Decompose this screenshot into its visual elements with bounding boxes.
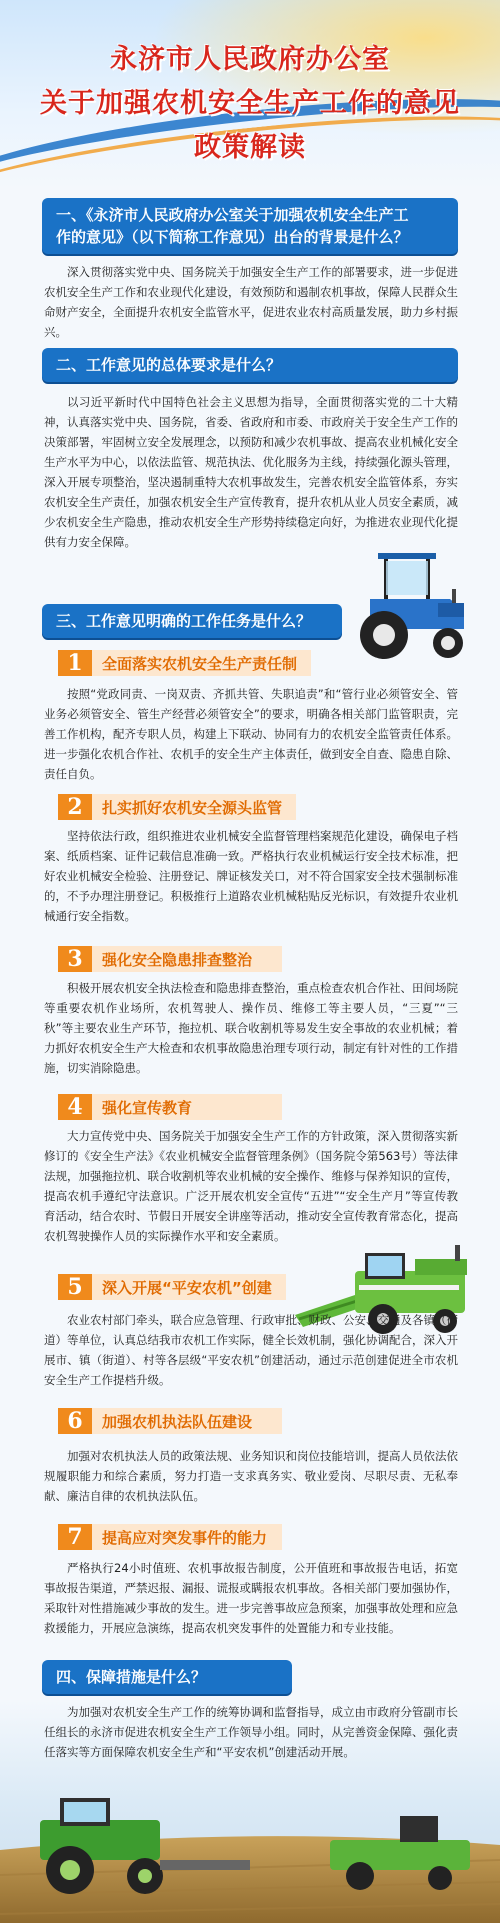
title-line-2: 关于加强农机安全生产工作的意见 xyxy=(40,88,460,119)
task-item-7-heading xyxy=(58,1524,282,1550)
task-item-1-number: 1 xyxy=(58,650,92,676)
task-item-6-number: 6 xyxy=(58,1408,92,1434)
task-item-3-title: 强化安全隐患排查整治 xyxy=(92,946,282,972)
task-item-3-body: 积极开展农机安全执法检查和隐患排查整治，重点检查农机合作社、田间场院等重要农机作业场所，农机驾驶人、操作员、维修工等主要人员，“三夏”“三秋”等主要农业生产环节，拖拉机、联合收割机等易发生安全事故的农业机械；着力抓好农机安全生产大检查和农机事故隐患治理专项行动，制定有针对性的工作措施，切实消除隐患。 xyxy=(44,981,458,1075)
task-item-1-body: 按照“党政同责、一岗双责、齐抓共管、失职追责”和“管行业必须管安全、管业务必须管安全、管生产经营必须管安全”的要求，明确各相关部门监管职责，完善工作机构，配齐专职人员，构建上下联动、协同有力的农机安全监管责任体系。进一步强化农机合作社、农机手的安全生产主体责任，做到安全自查、隐患自除、责任自负。 xyxy=(44,687,458,781)
task-item-7-body: 严格执行24小时值班、农机事故报告制度，公开值班和事故报告电话，拓宽事故报告渠道，严禁迟报、漏报、谎报或瞒报农机事故。各相关部门要加强协作，采取针对性措施减少事故的发生。进一步完善事故应急预案，加强事故处理和应急救援能力，开展应急演练，提高农机突发事件的处置能力和专业技能。 xyxy=(44,1561,458,1635)
task-item-4-title: 强化宣传教育 xyxy=(92,1094,282,1120)
section-4-body: 为加强对农机安全生产工作的统筹协调和监督指导，成立由市政府分管副市长任组长的永济市促进农机安全生产工作领导小组。同时，从完善资金保障、强化责任落实等方面保障农机安全生产和“平安农机”创建活动开展。 xyxy=(44,1705,458,1759)
task-item-2-title: 扎实抓好农机安全源头监管 xyxy=(92,794,296,820)
task-item-4-heading xyxy=(58,1094,282,1120)
task-item-3-heading xyxy=(58,946,282,972)
poster-title xyxy=(0,38,500,170)
section-4-heading: 四、保障措施是什么？ xyxy=(42,1660,292,1694)
tractor-illustration xyxy=(340,545,480,665)
task-item-3-number: 3 xyxy=(58,946,92,972)
task-item-5-number: 5 xyxy=(58,1274,92,1300)
task-item-2-number: 2 xyxy=(58,794,92,820)
task-item-2-heading xyxy=(58,794,296,820)
section-1-heading-line-2: 作的意见》（以下简称工作意见）出台的背景是什么？ xyxy=(56,228,409,246)
section-2-heading: 二、工作意见的总体要求是什么？ xyxy=(42,348,458,382)
section-2-body: 以习近平新时代中国特色社会主义思想为指导，全面贯彻落实党的二十大精神，认真落实党中央、国务院，省委、省政府和市委、市政府关于安全生产工作的决策部署，牢固树立安全发展理念，以预防和减少农机事故、提高农业机械化安全生产水平为中心，以依法监管、规范执法、优化服务为主线，持续强化源头管理，深入开展专项整治，坚决遏制重特大农机事故发生，完善农机安全监管体系，夯实农机安全生产责任，加强农机安全生产宣传教育，提升农机从业人员安全素质，减少农机安全生产隐患，推动农机安全生产形势持续稳定向好，为推进农业现代化提供有力安全保障。 xyxy=(44,395,458,549)
task-item-1-heading xyxy=(58,650,311,676)
section-1-body: 深入贯彻落实党中央、国务院关于加强安全生产工作的部署要求，进一步促进农机安全生产工作和农业现代化建设，有效预防和遏制农机事故，保障人民群众生命财产安全，全面提升农机安全监管水平，促进农业农村高质量发展，助力乡村振兴。 xyxy=(44,265,458,339)
task-item-7-title: 提高应对突发事件的能力 xyxy=(92,1524,282,1550)
header-banner xyxy=(0,0,500,190)
task-item-7-number: 7 xyxy=(58,1524,92,1550)
task-item-5-title: 深入开展“平安农机”创建 xyxy=(92,1274,286,1300)
task-item-6-body: 加强对农机执法人员的政策法规、业务知识和岗位技能培训，提高人员依法依规履职能力和综合素质，努力打造一支求真务实、敬业爱岗、尽职尽责、无私奉献、廉洁自律的农机执法队伍。 xyxy=(44,1449,458,1503)
task-item-6-title: 加强农机执法队伍建设 xyxy=(92,1408,282,1434)
section-1-heading xyxy=(42,198,458,254)
task-item-5-heading xyxy=(58,1274,286,1300)
task-item-4-number: 4 xyxy=(58,1094,92,1120)
section-1-heading-line-1: 一、《永济市人民政府办公室关于加强农机安全生产工 xyxy=(56,206,409,224)
task-item-5-body: 农业农村部门牵头，联合应急管理、行政审批、财政、公安、交通及各镇（街道）等单位，认真总结我市农机工作实际，健全长效机制，强化协调配合，深入开展市、镇（街道）、村等各层级“平安农机”创建活动，通过示范创建促进全市农机安全生产工作提档升级。 xyxy=(44,1313,458,1387)
title-line-1: 永济市人民政府办公室 xyxy=(110,44,390,75)
section-3-heading: 三、工作意见明确的工作任务是什么？ xyxy=(42,604,342,638)
task-item-2-body: 坚持依法行政，组织推进农业机械安全监督管理档案规范化建设，确保电子档案、纸质档案、证件记载信息准确一致。严格执行农业机械运行安全技术标准，把好农业机械安全检验、注册登记、牌证核发关口，对不符合国家安全技术强制标准的，不予办理注册登记。积极推行上道路农业机械粘贴反光标识，有效提升农业机械通行安全指数。 xyxy=(44,829,458,923)
task-item-6-heading xyxy=(58,1408,282,1434)
task-item-1-title: 全面落实农机安全生产责任制 xyxy=(92,650,311,676)
task-item-4-body: 大力宣传党中央、国务院关于加强安全生产工作的方针政策，深入贯彻落实新修订的《安全生产法》《农业机械安全监督管理条例》（国务院令第563号）等法律法规，加强拖拉机、联合收割机等农业机械的安全操作、维修与保养知识的宣传，提高农机手遵纪守法意识。广泛开展农机安全宣传“五进”“安全生产月”等宣传教育活动，结合农时、节假日开展安全讲座等活动，推动安全宣传教育常态化，提高农机驾驶操作人员的实际操作水平和安全素质。 xyxy=(44,1129,458,1243)
title-line-3: 政策解读 xyxy=(194,132,306,163)
